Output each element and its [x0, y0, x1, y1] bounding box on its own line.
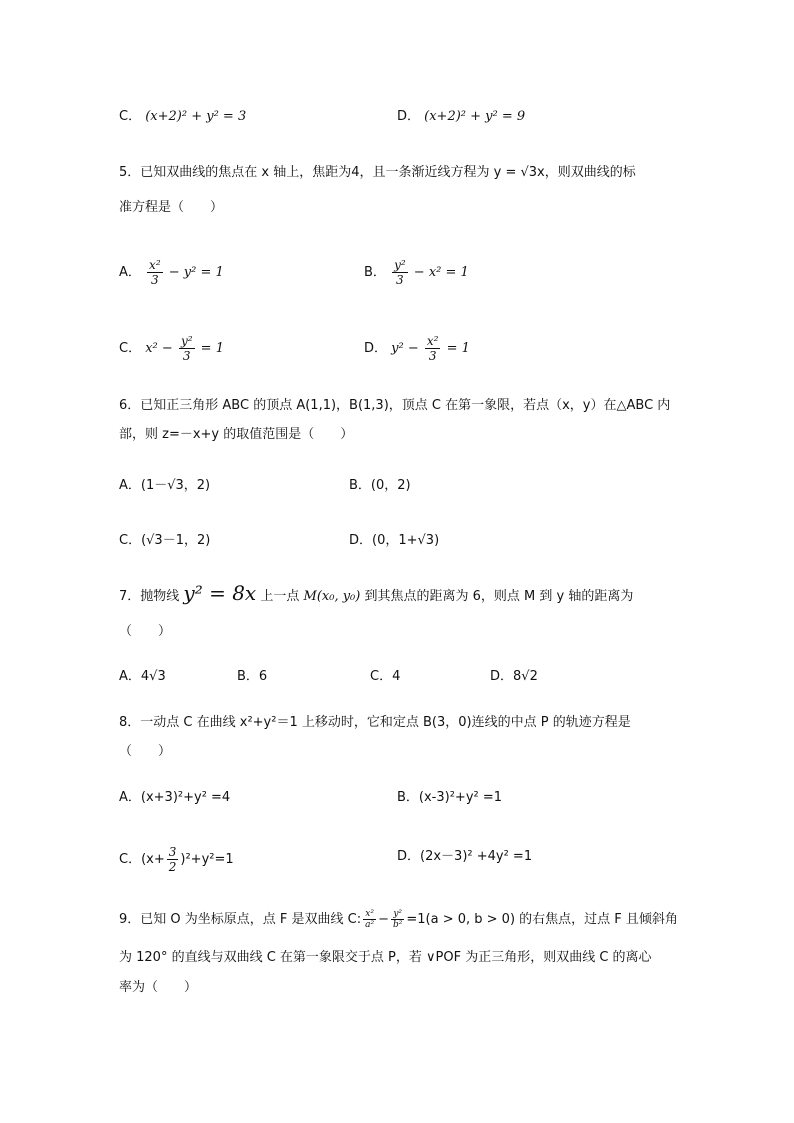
q8-option-c: C．(x+ $\frac{3}{2}$ )²+y²=1 — [119, 845, 234, 874]
q4-option-d-expr: (x+2)² + y² = 9 — [424, 109, 526, 124]
q8-stem-line-1: 8．一动点 C 在曲线 x²+y²＝1 上移动时，它和定点 B(3，0)连线的中点 P 的轨迹方程是 — [119, 715, 631, 730]
q8-stem-line-2: （ ） — [119, 744, 172, 759]
q7-option-a: A．4√3 — [119, 669, 166, 684]
q5-d-fraction: $\frac{\text{x²}}{3}$ — [426, 334, 439, 363]
q6-option-d: D．(0，1+√3) — [349, 533, 440, 548]
q7-parabola-equation: y² = 8x — [183, 581, 257, 605]
q6-stem-line-2: 部，则 z=－x+y 的取值范围是（ ） — [119, 427, 354, 442]
q5-option-a: A． $\frac{\text{x²}}{3}$ − y² = 1 — [119, 258, 224, 287]
q7-option-c: C．4 — [370, 669, 401, 684]
q6-option-a: A．(1－√3，2) — [119, 478, 211, 493]
q7-stem-line-1: 7．抛物线 y² = 8x 上一点 M(x₀, y₀) 到其焦点的距离为 6，则点 M 到 y 轴的距离为 — [119, 581, 634, 605]
q6-option-b: B．(0，2) — [349, 478, 411, 493]
q9-stem-line-1: 9．已知 O 为坐标原点，点 F 是双曲线 C: $\frac{\text{x²}}{\text{a²}}$ − $\frac{\text{y²}}{\text{b²}}$ =1(a > 0, b > 0) 的右焦点，过点 F 且倾斜角 — [119, 909, 678, 930]
q8-option-b: B．(x-3)²+y² =1 — [397, 790, 503, 805]
q5-option-d: D． y² − $\frac{\text{x²}}{3}$ = 1 — [364, 334, 470, 363]
q9-fraction-y: $\frac{\text{y²}}{\text{b²}}$ — [393, 909, 403, 930]
q6-stem-line-1: 6．已知正三角形 ABC 的顶点 A(1,1)，B(1,3)，顶点 C 在第一象限，若点（x，y）在△ABC 内 — [119, 398, 671, 413]
q7-point: M(x₀, y₀) — [303, 589, 361, 604]
q4-option-c: C． (x+2)² + y² = 3 — [119, 109, 247, 124]
q4-option-c-expr: (x+2)² + y² = 3 — [145, 109, 247, 124]
q5-b-fraction: $\frac{\text{y²}}{3}$ — [394, 258, 406, 287]
q8-option-d: D．(2x－3)² +4y² =1 — [397, 849, 533, 864]
q5-stem-line-2: 准方程是（ ） — [119, 200, 224, 215]
q4-option-d: D． (x+2)² + y² = 9 — [397, 109, 526, 124]
q5-option-c: C． x² − $\frac{\text{y²}}{3}$ = 1 — [119, 334, 224, 363]
q5-stem-line-1: 5．已知双曲线的焦点在 x 轴上，焦距为4，且一条渐近线方程为 y = √3x，则双曲线的标 — [119, 165, 636, 180]
q9-stem-line-3: 率为（ ） — [119, 980, 198, 995]
q9-fraction-x: $\frac{\text{x²}}{\text{a²}}$ — [365, 909, 375, 930]
q7-stem-line-2: （ ） — [119, 624, 172, 639]
q7-option-b: B．6 — [237, 669, 268, 684]
q6-option-c: C．(√3－1，2) — [119, 533, 211, 548]
q5-a-fraction: $\frac{\text{x²}}{3}$ — [149, 258, 161, 287]
q8-option-a: A．(x+3)²+y² =4 — [119, 790, 231, 805]
q5-option-b: B． $\frac{\text{y²}}{3}$ − x² = 1 — [364, 258, 469, 287]
q9-stem-line-2: 为 120° 的直线与双曲线 C 在第一象限交于点 P，若 ∨POF 为正三角形，则双曲线 C 的离心 — [119, 950, 652, 965]
q8-c-fraction: $\frac{3}{2}$ — [168, 845, 177, 874]
q5-c-fraction: $\frac{\text{y²}}{3}$ — [180, 334, 193, 363]
q7-option-d: D．8√2 — [490, 669, 538, 684]
